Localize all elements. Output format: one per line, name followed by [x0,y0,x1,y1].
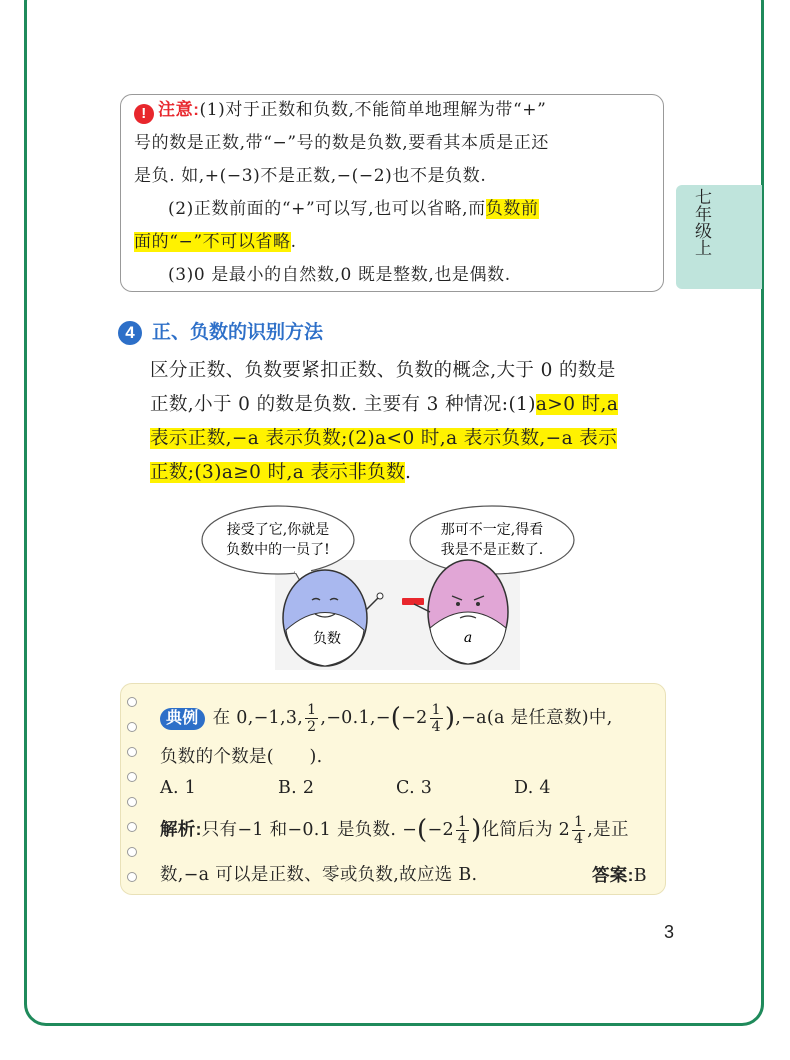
example-badge: 典例 [160,708,205,730]
binder-ring [127,872,137,882]
note-line-5: 面的“−”不可以省略. [134,232,297,252]
note-line-3: 是负. 如,+(−3)不是正数,−(−2)也不是负数. [134,166,487,186]
option-a: A. 1 [160,778,197,798]
fraction: $\frac{1}{4}$ [431,702,441,735]
example-question-line-2: 负数的个数是( ). [160,747,323,767]
binder-ring [127,772,137,782]
binder-ring [127,722,137,732]
fraction: $\frac{1}{2}$ [307,702,317,735]
cartoon-illustration [200,500,580,670]
binder-ring [127,822,137,832]
section-line-2: 正数,小于 0 的数是负数. 主要有 3 种情况:(1)a>0 时,a [150,394,619,415]
option-c: C. 3 [396,778,433,798]
section-highlight: a>0 时,a [535,394,619,415]
note-line-2: 号的数是正数,带“−”号的数是负数,要看其本质是正还 [134,133,550,153]
section-line-4: 正数;(3)a≥0 时,a 表示非负数. [150,462,412,483]
grade-side-tab-label: 七年级上 [692,188,711,256]
binder-ring [127,697,137,707]
example-question-line-1: 典例 在 0,−1,3, $\frac{1}{2}$ ,−0.1,−(−2 $\frac{1}{4}$ ),−a(a 是任意数)中, [160,702,613,735]
left-bubble-text-2: 负数中的一员了! [226,542,330,558]
svg-text:a: a [463,630,473,646]
fraction: $\frac{1}{4}$ [457,814,468,847]
binder-ring [127,747,137,757]
analysis-label: 解析: [160,819,202,839]
note-line-4: (2)正数前面的“+”可以写,也可以省略,而负数前 [168,199,539,219]
svg-text:负数: 负数 [313,631,341,647]
red-minus-sign [402,598,424,605]
left-speech-bubble [202,506,354,574]
right-bubble-text-2: 我是不是正数了. [440,542,544,558]
page-number: 3 [664,922,675,942]
note-highlight: 面的“−”不可以省略 [134,232,291,252]
section-highlight: 表示正数,−a 表示负数;(2)a<0 时,a 表示负数,−a 表示 [150,428,618,449]
right-bubble-text-1: 那可不一定,得看 [440,522,544,538]
option-b: B. 2 [278,778,315,798]
left-bubble-text-1: 接受了它,你就是 [226,522,330,538]
answer: 答案:B [592,865,647,886]
section-highlight: 正数;(3)a≥0 时,a 表示非负数 [150,462,406,483]
option-d: D. 4 [514,778,551,798]
section-line-3 [150,426,617,452]
binder-ring [127,797,137,807]
note-highlight: 负数前 [485,199,539,219]
analysis-line-1: 解析:只有−1 和−0.1 是负数. −(−2 $\frac{1}{4}$ )化简后为 2 $\frac{1}{4}$ ,是正 [160,814,629,847]
note-line-6: (3)0 是最小的自然数,0 既是整数,也是偶数. [168,265,511,285]
section-title: 正、负数的识别方法 [152,322,324,343]
binder-ring [127,847,137,857]
section-number-badge: 4 [118,321,142,345]
note-label: 注意: [158,100,200,119]
answer-label: 答案: [592,865,634,885]
right-speech-bubble [410,506,574,574]
warning-icon: ! [134,104,154,124]
fraction: $\frac{1}{4}$ [574,814,584,847]
section-line-1: 区分正数、负数要紧扣正数、负数的概念,大于 0 的数是 [150,360,616,381]
note-line-1: ! 注意:(1)对于正数和负数,不能简单地理解为带“+” [134,99,546,124]
analysis-line-2: 数,−a 可以是正数、零或负数,故应选 B. [160,865,478,885]
example-options [160,775,632,801]
